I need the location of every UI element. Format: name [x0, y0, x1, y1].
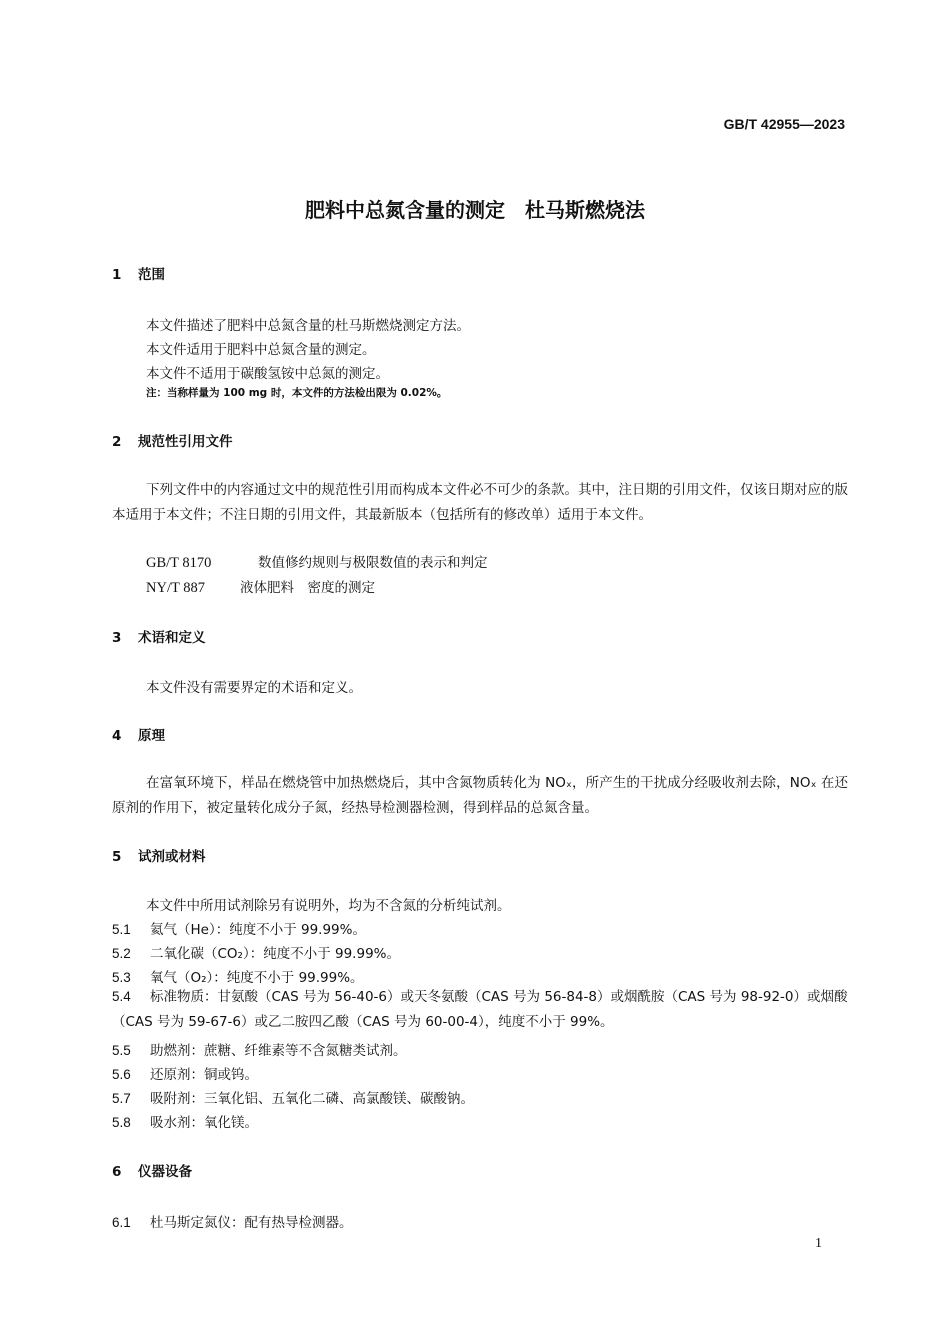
- clause-item: [112, 1087, 474, 1107]
- paragraph: 本文件不适用于碳酸氢铵中总氮的测定。: [146, 366, 389, 382]
- clause-number: 5.4: [112, 989, 131, 1004]
- section-heading-reagents: [112, 845, 206, 865]
- section-title: 试剂或材料: [138, 849, 206, 865]
- clause-text: 氦气（He）：纯度不小于 99.99%。: [150, 922, 366, 938]
- section-title: 原理: [138, 728, 165, 744]
- section-title: 范围: [138, 267, 165, 283]
- clause-item: [112, 966, 364, 986]
- section-number: 6: [112, 1164, 122, 1180]
- clause-number: 5.8: [112, 1115, 131, 1130]
- clause-number: 5.1: [112, 922, 131, 937]
- clause-number: 5.3: [112, 970, 131, 985]
- section-number: 4: [112, 728, 122, 744]
- paragraph: 下列文件中的内容通过文中的规范性引用而构成本文件必不可少的条款。其中，注日期的引用文件，仅该日期对应的版本适用于本文件；不注日期的引用文件，其最新版本（包括所有的修改单）适用于本文件。: [112, 482, 848, 523]
- clause-text: 吸水剂：氧化镁。: [150, 1115, 258, 1131]
- clause-item: [112, 1111, 258, 1131]
- section-number: 3: [112, 630, 122, 646]
- clause-text: 还原剂：铜或钨。: [150, 1067, 258, 1083]
- reference-title: 数值修约规则与极限数值的表示和判定: [258, 555, 488, 571]
- clause-item: [112, 918, 366, 938]
- clause-item: [112, 985, 848, 1034]
- section-heading-scope: [112, 263, 165, 283]
- section-number: 5: [112, 849, 122, 865]
- section-title: 术语和定义: [138, 630, 206, 646]
- clause-number: 6.1: [112, 1215, 131, 1230]
- reference-code: GB/T 8170: [146, 555, 212, 571]
- reference-item: [146, 576, 375, 597]
- clause-number: 5.7: [112, 1091, 131, 1106]
- section-number: 2: [112, 434, 122, 450]
- document-title: 肥料中总氮含量的测定 杜马斯燃烧法: [305, 198, 645, 222]
- clause-text: 氧气（O₂）：纯度不小于 99.99%。: [150, 970, 364, 986]
- clause-text: 助燃剂：蔗糖、纤维素等不含氮糖类试剂。: [150, 1043, 407, 1059]
- paragraph: 在富氧环境下，样品在燃烧管中加热燃烧后，其中含氮物质转化为 NOₓ，所产生的干扰成分经吸收剂去除，NOₓ 在还原剂的作用下，被定量转化成分子氮，经热导检测器检测，得到样品的总氮含量。: [112, 775, 848, 816]
- paragraph: 本文件适用于肥料中总氮含量的测定。: [146, 342, 376, 358]
- paragraph: 本文件没有需要界定的术语和定义。: [146, 680, 362, 696]
- clause-text: 二氧化碳（CO₂）：纯度不小于 99.99%。: [150, 946, 400, 962]
- clause-number: 5.6: [112, 1067, 131, 1082]
- section-heading-normative-references: [112, 430, 233, 450]
- reference-item: [146, 551, 488, 572]
- section-title: 仪器设备: [138, 1164, 192, 1180]
- clause-text: 标准物质：甘氨酸（CAS 号为 56-40-6）或天冬氨酸（CAS 号为 56-84-8）或烟酰胺（CAS 号为 98-92-0）或烟酸（CAS 号为 59-67-6）或乙二胺四乙酸（CAS 号为 60-00-4），纯度不小于 99%。: [112, 989, 848, 1030]
- section-title: 规范性引用文件: [138, 434, 233, 450]
- paragraph: 本文件中所用试剂除另有说明外，均为不含氮的分析纯试剂。: [146, 898, 511, 914]
- clause-text: 吸附剂：三氧化铝、五氧化二磷、高氯酸镁、碳酸钠。: [150, 1091, 474, 1107]
- reference-title: 液体肥料 密度的测定: [240, 580, 375, 596]
- note: 注：当称样量为 100 mg 时，本文件的方法检出限为 0.02%。: [146, 387, 448, 399]
- section-heading-principle: [112, 724, 165, 744]
- clause-item: [112, 942, 400, 962]
- section-heading-apparatus: [112, 1160, 192, 1180]
- standard-number: GB/T 42955—2023: [723, 116, 845, 132]
- clause-item: [112, 1211, 353, 1231]
- clause-text: 杜马斯定氮仪：配有热导检测器。: [150, 1215, 353, 1231]
- clause-item: [112, 1039, 407, 1059]
- paragraph: 本文件描述了肥料中总氮含量的杜马斯燃烧测定方法。: [146, 318, 470, 334]
- section-heading-terms: [112, 626, 206, 646]
- clause-item: [112, 1063, 258, 1083]
- clause-number: 5.2: [112, 946, 131, 961]
- reference-code: NY/T 887: [146, 580, 205, 596]
- clause-number: 5.5: [112, 1043, 131, 1058]
- section-number: 1: [112, 267, 122, 283]
- page-number: 1: [815, 1236, 822, 1251]
